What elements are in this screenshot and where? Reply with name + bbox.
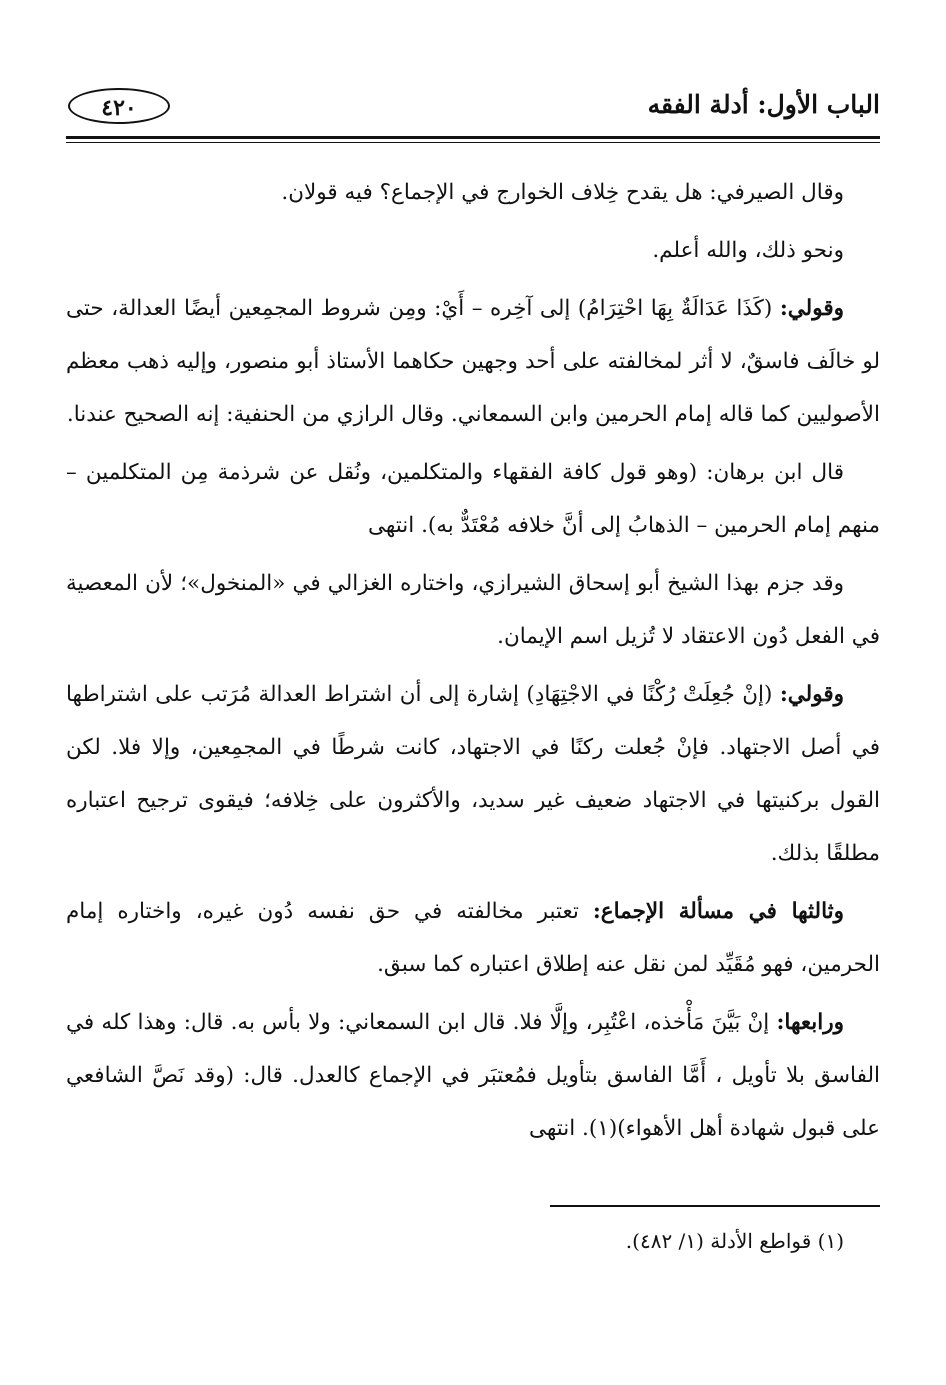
paragraph-lead: وقولي: <box>779 296 844 321</box>
paragraph-text: وقال الصيرفي: هل يقدح خِلاف الخوارج في الإجماع؟ فيه قولان. <box>281 180 844 205</box>
header-divider-thin <box>66 142 880 143</box>
paragraph-text: تعتبر مخالفته في حق نفسه دُون غيره، واختاره إمام الحرمين، فهو مُقَيِّد لمن نقل عنه إطلاق اعتباره كما سبق. <box>66 899 880 977</box>
paragraph-text: ونحو ذلك، والله أعلم. <box>652 238 844 263</box>
page-number: ٤٢٠ <box>68 88 170 124</box>
paragraph <box>66 224 880 277</box>
paragraph <box>66 282 880 441</box>
chapter-title: الباب الأول: أدلة الفقه <box>647 90 880 119</box>
paragraph-lead: وقولي: <box>779 682 844 707</box>
paragraph <box>66 446 880 552</box>
footnote: (١) قواطع الأدلة (١/ ٤٨٢). <box>625 1229 844 1253</box>
paragraph <box>66 885 880 991</box>
main-text <box>66 166 880 1155</box>
paragraph-text: قال ابن برهان: (وهو قول كافة الفقهاء والمتكلمين، ونُقل عن شرذمة مِن المتكلمين – منهم إمام الحرمين – الذهابُ إلى أنَّ خلافه مُعْتَدٌّ به). انتهى <box>66 460 880 538</box>
paragraph <box>66 166 880 219</box>
paragraph-lead: وثالثها في مسألة الإجماع: <box>592 899 844 924</box>
paragraph <box>66 668 880 880</box>
paragraph-lead: ورابعها: <box>776 1010 844 1035</box>
header-divider-thick <box>66 136 880 139</box>
paragraph-text: (إنْ جُعِلَتْ رُكْنًا في الاجْتِهَادِ) إشارة إلى أن اشتراط العدالة مُرَتب على اشتراطها في أصل الاجتهاد. فإنْ جُعلت ركنًا في الاجتهاد، كانت شرطًا في المجمِعين، وإلا فلا. لكن القول بركنيتها في الاجتهاد ضعيف غير سديد، والأكثرون على خِلافه؛ فيقوى ترجيح اعتباره مطلقًا بذلك. <box>66 682 880 866</box>
paragraph <box>66 996 880 1155</box>
paragraph-text: إنْ بَيَّنَ مَأْخذه، اعْتُبِر، وإلَّا فلا. قال ابن السمعاني: ولا بأس به. قال: وهذا كله في الفاسق بلا تأويل ، أَمَّا الفاسق بتأويل فمُعتبَر في الإجماع كالعدل. قال: (وقد نَصَّ الشافعي على قبول شهادة أهل الأهواء)(١). انتهى <box>66 1010 880 1141</box>
paragraph <box>66 557 880 663</box>
footnote-divider <box>550 1205 880 1207</box>
paragraph-text: (كَذَا عَدَالَةٌ بِهَا احْتِرَامُ) إلى آخِره – أَيْ: ومِن شروط المجمِعين أيضًا العدالة، حتى لو خالَف فاسقٌ، لا أثر لمخالفته على أحد وجهين حكاهما الأستاذ أبو منصور، وإليه ذهب معظم الأصوليين كما قاله إمام الحرمين وابن السمعاني. وقال الرازي من الحنفية: إنه الصحيح عندنا. <box>66 296 880 427</box>
paragraph-text: وقد جزم بهذا الشيخ أبو إسحاق الشيرازي، واختاره الغزالي في «المنخول»؛ لأن المعصية في الفعل دُون الاعتقاد لا تُزيل اسم الإيمان. <box>66 571 880 649</box>
page-header <box>66 82 880 132</box>
